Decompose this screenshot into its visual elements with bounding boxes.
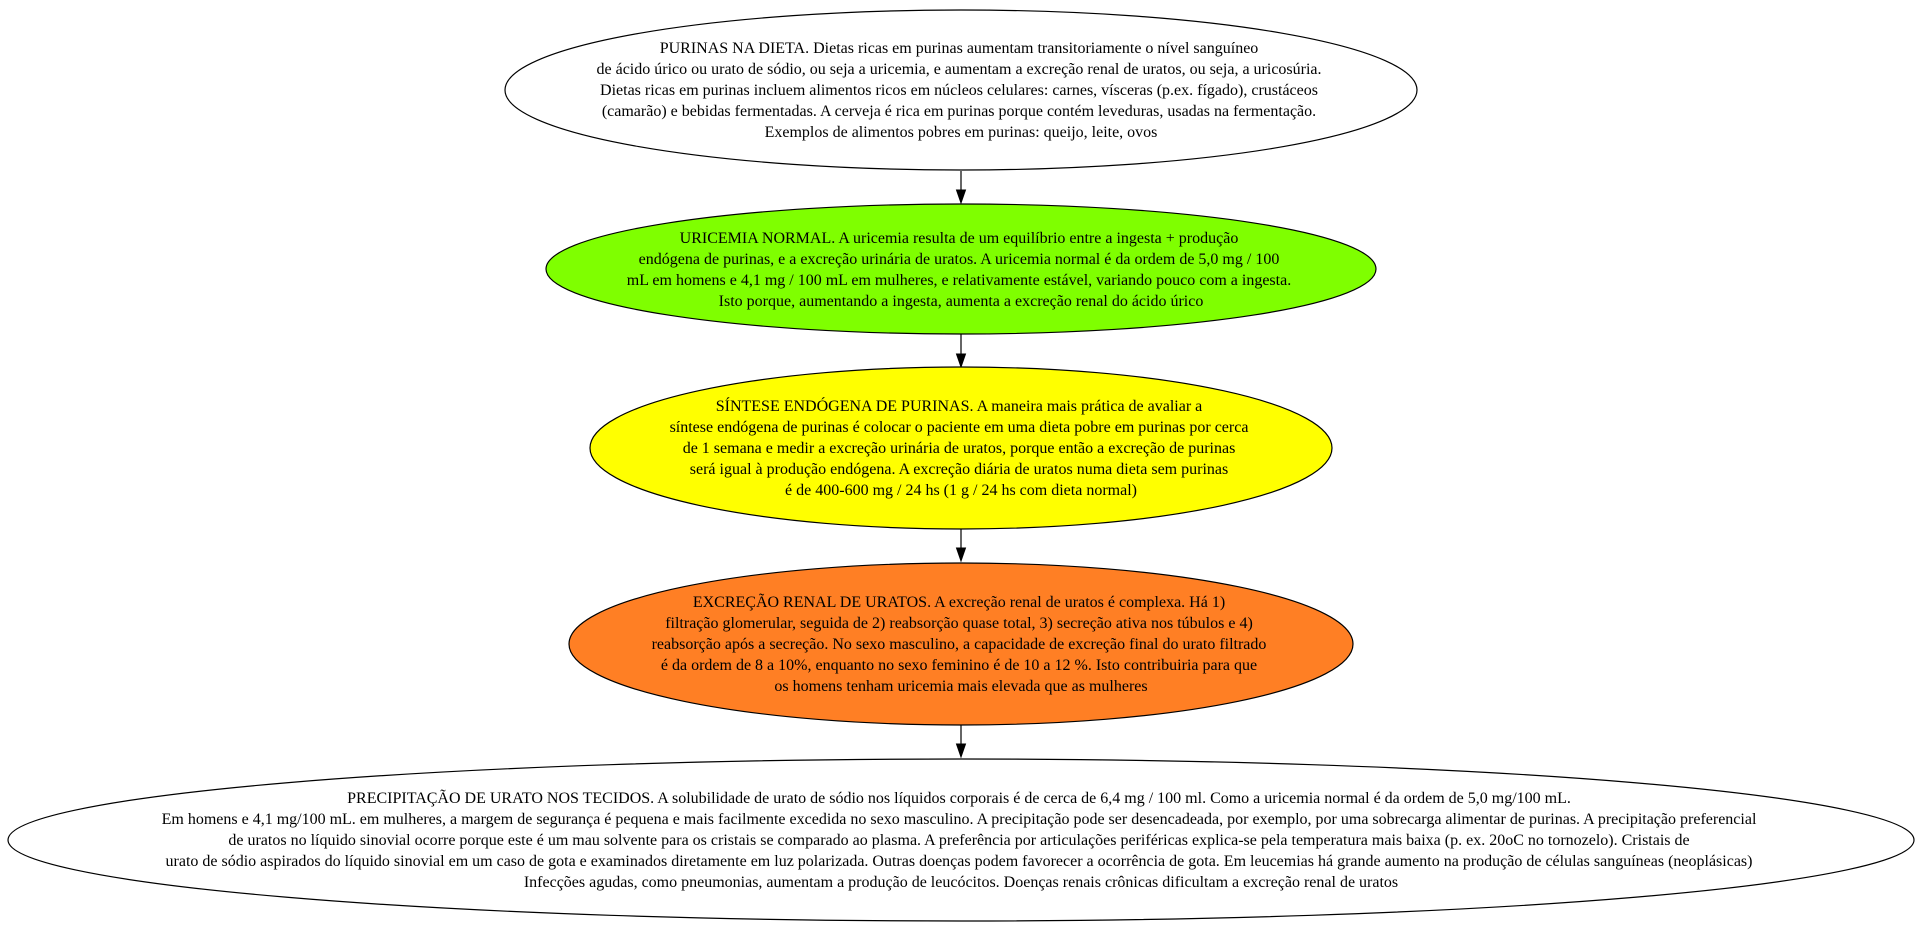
node-purinas-dieta-line-1: PURINAS NA DIETA. Dietas ricas em purinas aumentam transitoriamente o nível sanguíneo: [659, 40, 1259, 57]
node-purinas-dieta-line-3: Dietas ricas em purinas incluem alimentos ricos em núcleos celulares: carnes, vísceras (p.ex. fígado), crustáceos: [600, 82, 1318, 99]
node-sintese-endogena-line-1: SÍNTESE ENDÓGENA DE PURINAS. A maneira mais prática de avaliar a: [715, 398, 1203, 415]
node-excrecao-renal-line-5: os homens tenham uricemia mais elevada que as mulheres: [774, 678, 1148, 695]
edge-purinas-to-uricemia: [957, 171, 966, 203]
node-excrecao-renal: [569, 563, 1353, 725]
edge-sintese-to-excrecao: [957, 529, 966, 561]
node-excrecao-renal-line-4: é da ordem de 8 a 10%, enquanto no sexo feminino é de 10 a 12 %. Isto contribuiria para que: [660, 657, 1258, 674]
node-uricemia-normal: [546, 204, 1376, 334]
node-uricemia-normal-line-2: endógena de purinas, e a excreção urinária de uratos. A uricemia normal é da ordem de 5,0 mg / 100: [638, 251, 1280, 268]
node-excrecao-renal-line-1: EXCREÇÃO RENAL DE URATOS. A excreção renal de uratos é complexa. Há 1): [692, 594, 1226, 611]
edge-excrecao-to-precipitacao: [957, 725, 966, 757]
node-excrecao-renal-line-3: reabsorção após a secreção. No sexo masculino, a capacidade de excreção final do urato filtrado: [651, 636, 1267, 653]
node-uricemia-normal-line-3: mL em homens e 4,1 mg / 100 mL em mulheres, e relativamente estável, variando pouco com a ingesta.: [626, 272, 1292, 289]
node-sintese-endogena: [590, 367, 1332, 529]
node-purinas-dieta: [505, 10, 1417, 170]
node-purinas-dieta-line-2: de ácido úrico ou urato de sódio, ou seja a uricemia, e aumentam a excreção renal de uratos, ou seja, a uricosúria.: [596, 61, 1322, 78]
node-sintese-endogena-line-4: será igual à produção endógena. A excreção diária de uratos numa dieta sem purinas: [689, 461, 1229, 478]
node-precipitacao-urato-line-2: Em homens e 4,1 mg/100 mL. em mulheres, a margem de segurança é pequena e mais facilmente excedida no sexo masculino. A precipitação pode ser desencadeada, por exemplo, por uma sobrecarga alimentar de purinas. A precipitação preferencial: [161, 811, 1757, 828]
node-uricemia-normal-shape: [546, 204, 1376, 334]
node-sintese-endogena-line-2: síntese endógena de purinas é colocar o paciente em uma dieta pobre em purinas por cerca: [669, 419, 1249, 436]
node-sintese-endogena-line-5: é de 400-600 mg / 24 hs (1 g / 24 hs com dieta normal): [785, 482, 1137, 499]
node-precipitacao-urato-line-4: urato de sódio aspirados do líquido sinovial em um caso de gota e examinados diretamente em luz polarizada. Outras doenças podem favorecer a ocorrência de gota. Em leucemias há grande aumento na produção de células sanguíneas (neoplásicas): [165, 853, 1753, 870]
node-uricemia-normal-line-1: URICEMIA NORMAL. A uricemia resulta de um equilíbrio entre a ingesta + produção: [679, 230, 1239, 247]
node-excrecao-renal-line-2: filtração glomerular, seguida de 2) reabsorção quase total, 3) secreção ativa nos túbulos e 4): [665, 615, 1253, 632]
node-purinas-dieta-line-5: Exemplos de alimentos pobres em purinas: queijo, leite, ovos: [764, 124, 1158, 141]
node-precipitacao-urato: [8, 759, 1914, 921]
node-precipitacao-urato-line-1: PRECIPITAÇÃO DE URATO NOS TECIDOS. A solubilidade de urato de sódio nos líquidos corporais é de cerca de 6,4 mg / 100 ml. Como a uricemia normal é da ordem de 5,0 mg/100 mL.: [347, 790, 1571, 807]
node-precipitacao-urato-line-5: Infecções agudas, como pneumonias, aumentam a produção de leucócitos. Doenças renais crônicas dificultam a excreção renal de uratos: [523, 874, 1399, 891]
node-sintese-endogena-line-3: de 1 semana e medir a excreção urinária de uratos, porque então a excreção de purinas: [682, 440, 1236, 457]
node-purinas-dieta-line-4: (camarão) e bebidas fermentadas. A cerveja é rica em purinas porque contém leveduras, usadas na fermentação.: [601, 103, 1317, 120]
node-uricemia-normal-line-4: Isto porque, aumentando a ingesta, aumenta a excreção renal do ácido úrico: [718, 293, 1204, 310]
edge-uricemia-to-sintese: [957, 334, 966, 367]
node-precipitacao-urato-line-3: de uratos no líquido sinovial ocorre porque este é um mau solvente para os cristais se comparado ao plasma. A preferência por articulações periféricas explica-se pela temperatura mais baixa (p. ex. 20oC no tornozelo). Cristais de: [228, 832, 1690, 849]
